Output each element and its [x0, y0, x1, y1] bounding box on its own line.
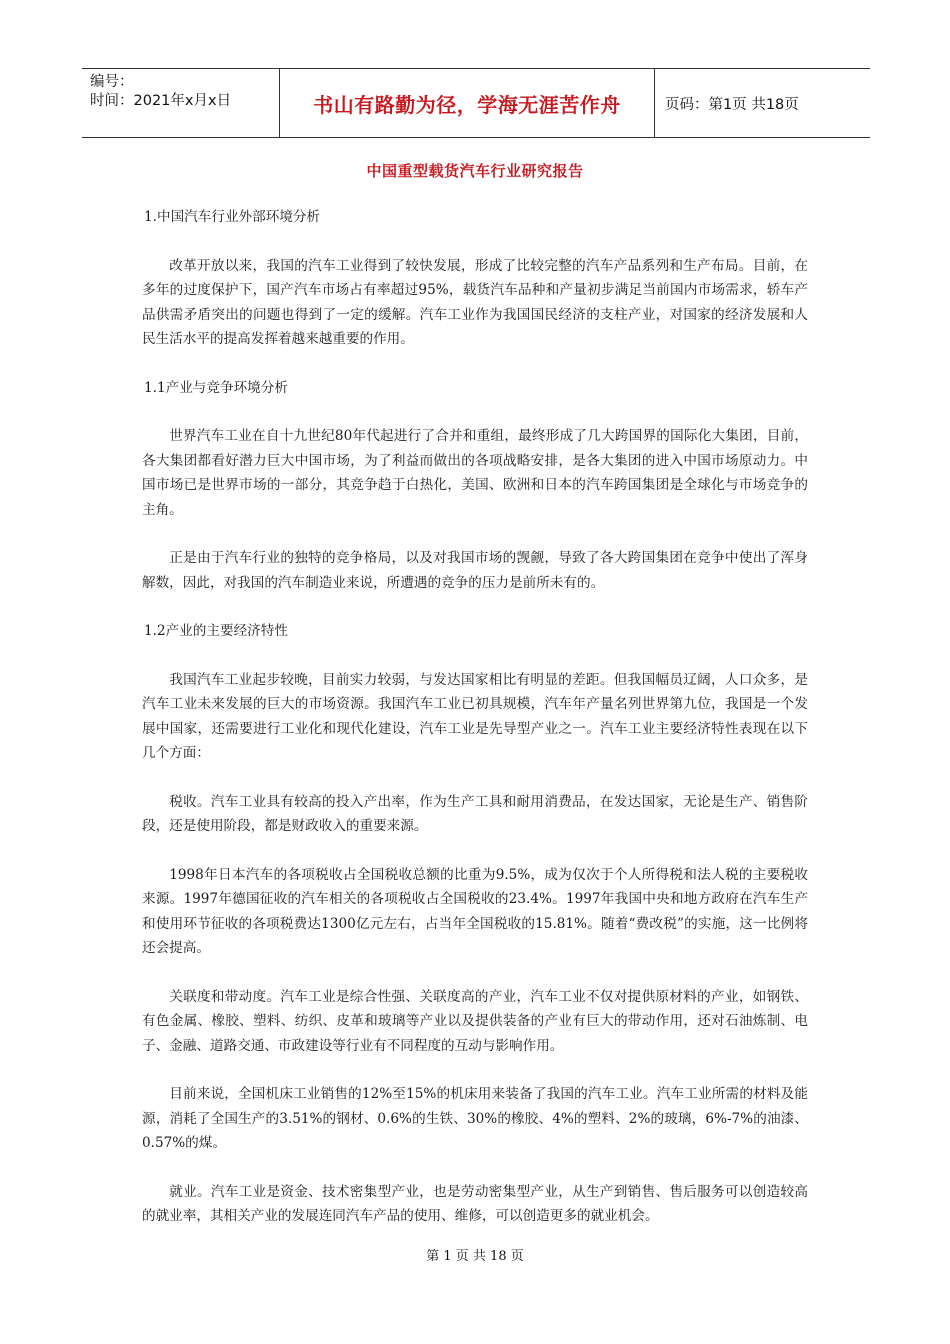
header-meta [82, 69, 280, 137]
page-footer: 第 1 页 共 18 页 [426, 1249, 524, 1264]
document-body [142, 205, 808, 1253]
body-paragraph: 关联度和带动度。汽车工业是综合性强、关联度高的产业，汽车工业不仅对提供原材料的产业，如钢铁、有色金属、橡胶、塑料、纺织、皮革和玻璃等产业以及提供装备的产业有巨大的带动作用，还对石油炼制、电子、金融、道路交通、市政建设等行业有不同程度的互动与影响作用。 [142, 988, 808, 1054]
header-page-info: 页码：第1页 共18页 [665, 96, 799, 113]
body-paragraph: 目前来说，全国机床工业销售的12%至15%的机床用来装备了我国的汽车工业。汽车工业所需的材料及能源，消耗了全国生产的3.51%的钢材、0.6%的生铁、30%的橡胶、4%的塑料、2%的玻璃，6%-7%的油漆、0.57%的煤。 [142, 1086, 808, 1151]
section-heading: 1.1产业与竞争环境分析 [144, 379, 288, 396]
section-heading: 1.2产业的主要经济特性 [144, 623, 288, 639]
section-heading: 1.中国汽车行业外部环境分析 [144, 209, 321, 225]
header-motto: 书山有路勤为径，学海无涯苦作舟 [280, 69, 655, 137]
body-paragraph: 就业。汽车工业是资金、技术密集型产业，也是劳动密集型产业，从生产到销售、售后服务可以创造较高的就业率，其相关产业的发展连同汽车产品的使用、维修，可以创造更多的就业机会。 [142, 1183, 808, 1224]
document-date: 时间：2021年x月x日 [90, 93, 232, 109]
body-paragraph: 我国汽车工业起步较晚，目前实力较弱，与发达国家相比有明显的差距。但我国幅员辽阔，人口众多，是汽车工业未来发展的巨大的市场资源。我国汽车工业已初具规模，汽车年产量名列世界第九位，我国是一个发展中国家，还需要进行工业化和现代化建设，汽车工业是先导型产业之一。汽车工业主要经济特性表现在以下几个方面： [142, 671, 808, 761]
document-number-label: 编号： [90, 74, 134, 90]
body-paragraph: 税收。汽车工业具有较高的投入产出率，作为生产工具和耐用消费品，在发达国家，无论是生产、销售阶段，还是使用阶段，都是财政收入的重要来源。 [142, 793, 808, 834]
body-paragraph: 正是由于汽车行业的独特的竞争格局，以及对我国市场的觊觎，导致了各大跨国集团在竞争中使出了浑身解数，因此，对我国的汽车制造业来说，所遭遇的竞争的压力是前所未有的。 [142, 550, 808, 591]
body-paragraph: 1998年日本汽车的各项税收占全国税收总额的比重为9.5%，成为仅次于个人所得税和法人税的主要税收来源。1997年德国征收的汽车相关的各项税收占全国税收的23.4%。1997年我国中央和地方政府在汽车生产和使用环节征收的各项税费达1300亿元左右，占当年全国税收的15.81%。随着“费改税”的实施，这一比例将还会提高。 [142, 866, 808, 956]
body-paragraph: 改革开放以来，我国的汽车工业得到了较快发展，形成了比较完整的汽车产品系列和生产布局。目前，在多年的过度保护下，国产汽车市场占有率超过95%，载货汽车品种和产量初步满足当前国内市场需求，轿车产品供需矛盾突出的问题也得到了一定的缓解。汽车工业作为我国国民经济的支柱产业，对国家的经济发展和人民生活水平的提高发挥着越来越重要的作用。 [142, 257, 808, 347]
page-header [82, 68, 870, 138]
body-paragraph: 世界汽车工业在自十九世纪80年代起进行了合并和重组，最终形成了几大跨国界的国际化大集团，目前，各大集团都看好潜力巨大中国市场，为了利益而做出的各项战略安排，是各大集团的进入中国市场原动力。中国市场已是世界市场的一部分，其竞争趋于白热化，美国、欧洲和日本的汽车跨国集团是全球化与市场竞争的主角。 [142, 428, 808, 518]
document-title: 中国重型载货汽车行业研究报告 [366, 162, 584, 180]
